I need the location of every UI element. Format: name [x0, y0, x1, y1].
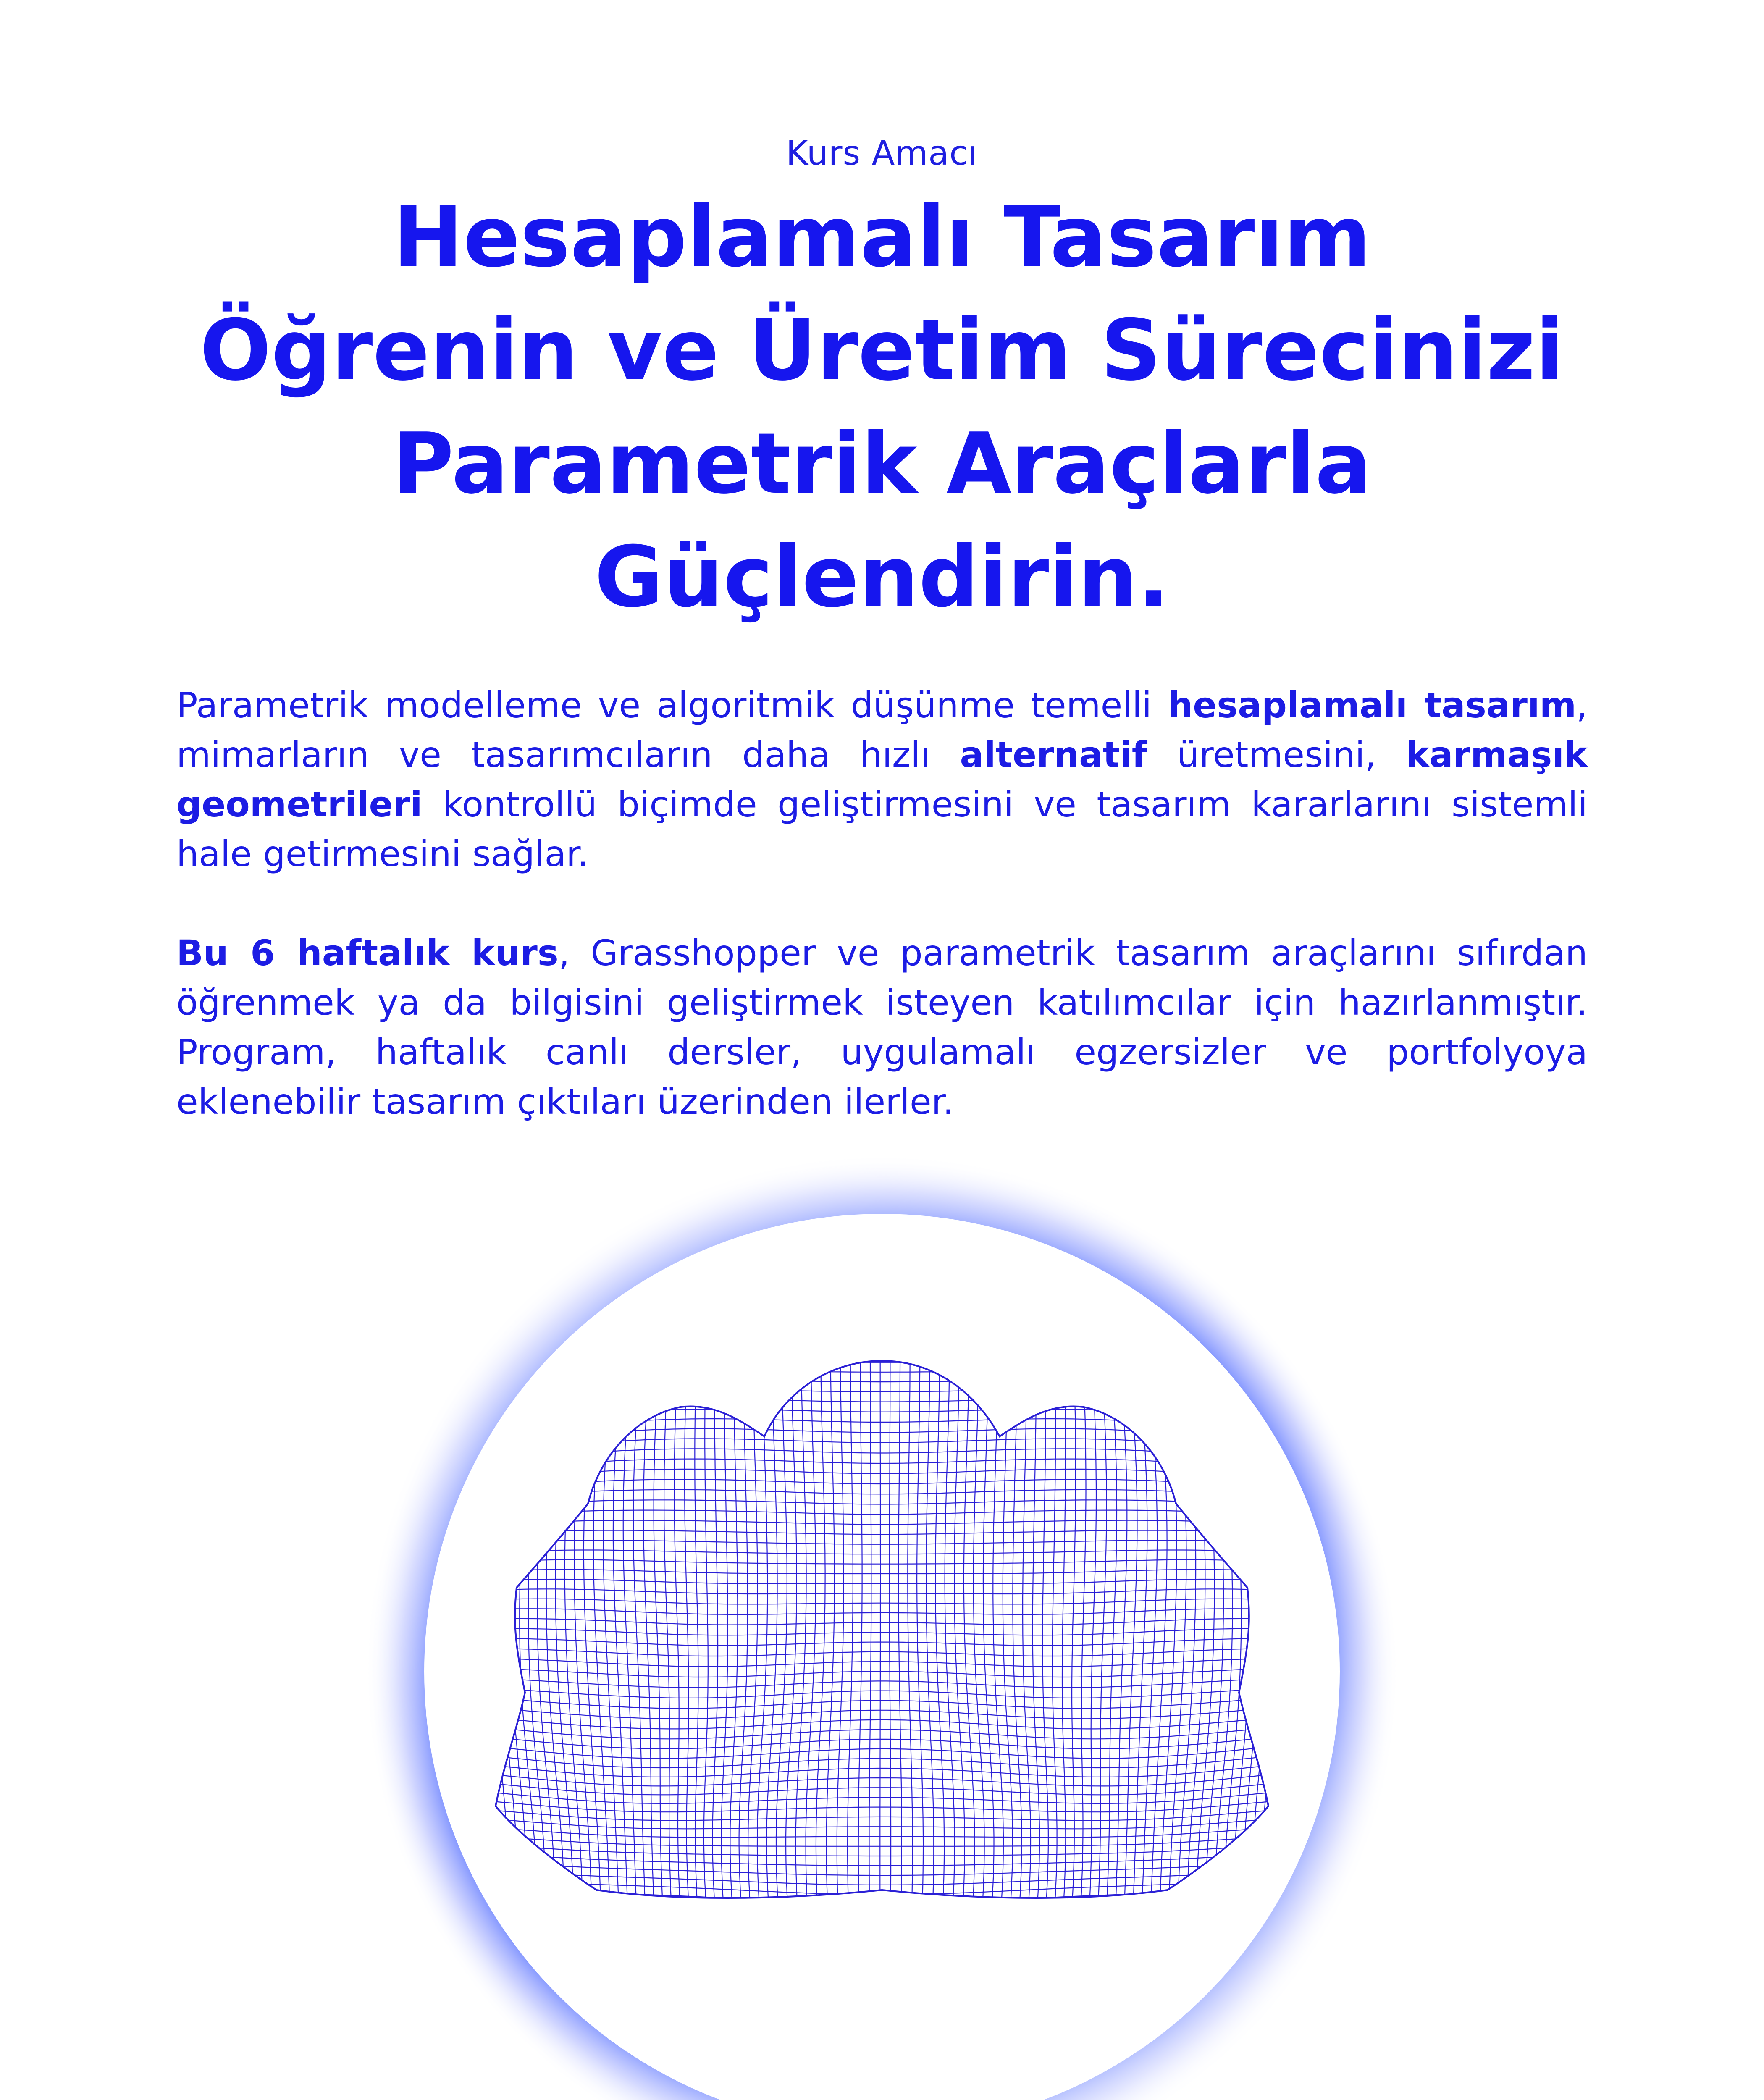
p1-bold-2: alternatif	[960, 734, 1147, 775]
parametric-wireframe-surface-icon	[0, 1134, 1764, 2100]
p2-bold-1: Bu 6 haftalık kurs	[176, 932, 559, 974]
course-paragraph	[176, 928, 1588, 1126]
p1-bold-1: hesaplamalı tasarım	[1168, 685, 1577, 726]
p1-text-2: , mimarların ve tasarımcıların daha hızlı	[176, 685, 1588, 775]
p1-bold-3: karmaşık geometrileri	[176, 734, 1588, 825]
page-title	[126, 181, 1638, 634]
title-line-2: Öğrenin ve Üretim Sürecinizi	[200, 302, 1564, 399]
p1-text-3: üretmesini,	[1147, 734, 1406, 775]
intro-paragraph	[176, 680, 1588, 879]
title-line-1: Hesaplamalı Tasarım	[393, 188, 1371, 286]
p1-text-1: Parametrik modelleme ve algoritmik düşünme temelli	[176, 685, 1168, 726]
p2-text-1: , Grasshopper ve parametrik tasarım araçlarını sıfırdan öğrenmek ya da bilgisini geliştirmek isteyen katılımcılar için hazırlanmıştır. Program, haftalık canlı dersler, uygulamalı egzersizler ve portfolyoya eklenebilir tasarım çıktıları üzerinden ilerler.	[176, 932, 1588, 1122]
title-line-3: Parametrik Araçlarla	[392, 415, 1372, 513]
p1-text-4: kontrollü biçimde geliştirmesini ve tasarım kararlarını sistemli hale getirmesini sağlar.	[176, 784, 1588, 874]
section-eyebrow: Kurs Amacı	[786, 134, 978, 173]
title-line-4: Güçlendirin.	[594, 528, 1170, 626]
hero-illustration	[0, 1134, 1764, 2100]
